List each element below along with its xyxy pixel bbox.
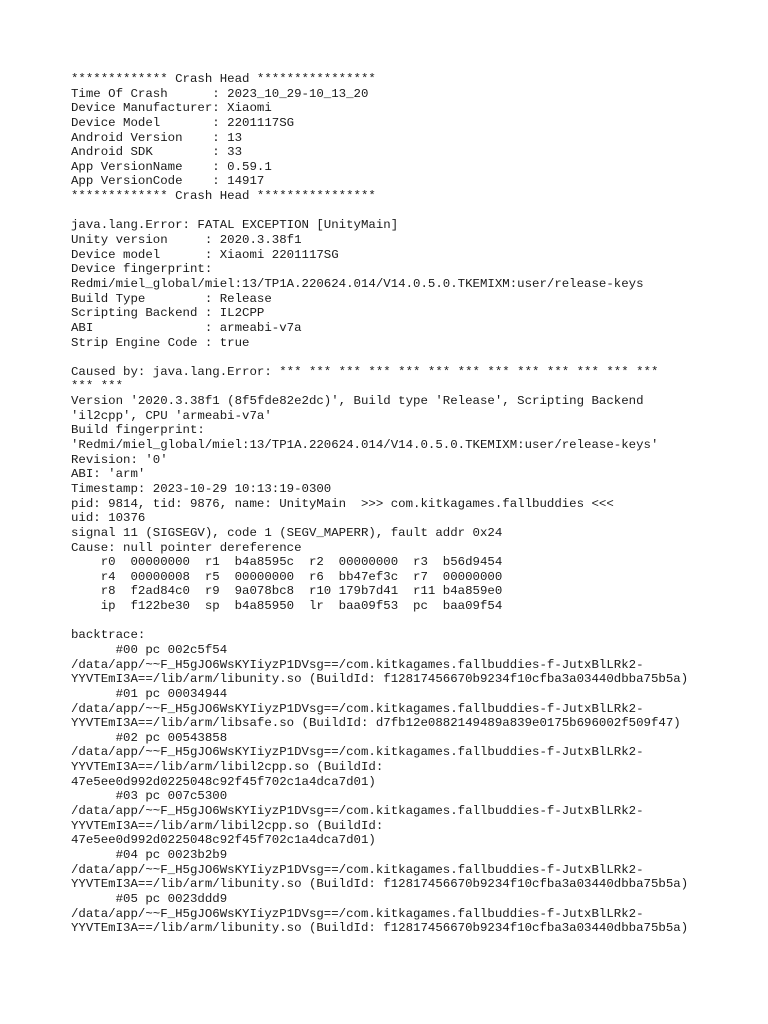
spacer [71, 614, 761, 629]
backtrace-section [71, 628, 761, 935]
caused-by-line: 'il2cpp', CPU 'armeabi-v7a' [71, 408, 272, 423]
backtrace-path: 47e5ee0d992d0225048c92f45f702c1a4dca7d01) [71, 833, 376, 848]
caused-by-line: Revision: '0' [71, 452, 168, 467]
backtrace-path: /data/app/~~F_H5gJO6WsKYIiyzP1DVsg==/com.kitkagames.fallbuddies-f-JutxBlLRk2- [71, 862, 644, 877]
backtrace-path: YYVTEmI3A==/lib/arm/libil2cpp.so (BuildId: [71, 818, 384, 833]
caused-by-line: Version '2020.3.38f1 (8f5fde82e2dc)', Build type 'Release', Scripting Backend [71, 394, 644, 409]
crash-head-section [71, 72, 761, 204]
crash-head-field-time: Time Of Crash : 2023_10_29-10_13_20 [71, 86, 369, 101]
fatal-exception-line: Device model : Xiaomi 2201117SG [71, 247, 339, 262]
backtrace-path: YYVTEmI3A==/lib/arm/libunity.so (BuildId: f12817456670b9234f10cfba3a03440dbba75b5a) [71, 877, 689, 892]
backtrace-frame: #00 pc 002c5f54 [71, 642, 228, 657]
crash-head-field-app-versioncode: App VersionCode : 14917 [71, 174, 265, 189]
backtrace-path: 47e5ee0d992d0225048c92f45f702c1a4dca7d01) [71, 774, 376, 789]
register-row: r8 f2ad84c0 r9 9a078bc8 r10 179b7d41 r11 b4a859e0 [71, 584, 503, 599]
fatal-exception-line: Device fingerprint: [71, 262, 213, 277]
crash-log-document [71, 72, 761, 936]
backtrace-frame: #05 pc 0023ddd9 [71, 891, 228, 906]
backtrace-path: YYVTEmI3A==/lib/arm/libsafe.so (BuildId: d7fb12e0882149489a839e0175b696002f509f47) [71, 716, 681, 731]
caused-by-line: ABI: 'arm' [71, 467, 146, 482]
spacer [71, 350, 761, 365]
caused-by-line: Build fingerprint: [71, 423, 205, 438]
backtrace-path: /data/app/~~F_H5gJO6WsKYIiyzP1DVsg==/com.kitkagames.fallbuddies-f-JutxBlLRk2- [71, 701, 644, 716]
crash-head-field-android-version: Android Version : 13 [71, 130, 243, 145]
backtrace-frame: #04 pc 0023b2b9 [71, 847, 228, 862]
fatal-exception-line: Scripting Backend : IL2CPP [71, 306, 265, 321]
backtrace-path: /data/app/~~F_H5gJO6WsKYIiyzP1DVsg==/com.kitkagames.fallbuddies-f-JutxBlLRk2- [71, 657, 644, 672]
backtrace-frame: #01 pc 00034944 [71, 686, 228, 701]
register-row: r4 00000008 r5 00000000 r6 bb47ef3c r7 00000000 [71, 569, 503, 584]
crash-head-field-model: Device Model : 2201117SG [71, 115, 295, 130]
spacer [71, 204, 761, 219]
caused-by-section [71, 365, 761, 614]
caused-by-line: Cause: null pointer dereference [71, 540, 302, 555]
register-row: r0 00000000 r1 b4a8595c r2 00000000 r3 b56d9454 [71, 555, 503, 570]
fatal-exception-line: Strip Engine Code : true [71, 335, 250, 350]
caused-by-line: pid: 9814, tid: 9876, name: UnityMain >>> com.kitkagames.fallbuddies <<< [71, 496, 614, 511]
caused-by-line: Timestamp: 2023-10-29 10:13:19-0300 [71, 481, 332, 496]
backtrace-path: YYVTEmI3A==/lib/arm/libil2cpp.so (BuildId: [71, 760, 384, 775]
fatal-exception-line: java.lang.Error: FATAL EXCEPTION [UnityMain] [71, 218, 399, 233]
caused-by-line: signal 11 (SIGSEGV), code 1 (SEGV_MAPERR), fault addr 0x24 [71, 525, 503, 540]
crash-head-field-manufacturer: Device Manufacturer: Xiaomi [71, 101, 272, 116]
backtrace-frame: #02 pc 00543858 [71, 730, 228, 745]
backtrace-header: backtrace: [71, 628, 146, 643]
crash-head-field-android-sdk: Android SDK : 33 [71, 145, 243, 160]
fatal-exception-section [71, 218, 761, 350]
caused-by-line: *** *** [71, 379, 124, 394]
crash-head-field-app-versionname: App VersionName : 0.59.1 [71, 159, 272, 174]
fatal-exception-line: Unity version : 2020.3.38f1 [71, 233, 302, 248]
fatal-exception-line: Redmi/miel_global/miel:13/TP1A.220624.014/V14.0.5.0.TKEMIXM:user/release-keys [71, 276, 644, 291]
backtrace-path: /data/app/~~F_H5gJO6WsKYIiyzP1DVsg==/com.kitkagames.fallbuddies-f-JutxBlLRk2- [71, 906, 644, 921]
fatal-exception-line: ABI : armeabi-v7a [71, 320, 302, 335]
caused-by-line: Caused by: java.lang.Error: *** *** *** *** *** *** *** *** *** *** *** *** *** [71, 364, 659, 379]
crash-head-banner-close: ************* Crash Head **************** [71, 189, 376, 204]
backtrace-path: /data/app/~~F_H5gJO6WsKYIiyzP1DVsg==/com.kitkagames.fallbuddies-f-JutxBlLRk2- [71, 745, 644, 760]
fatal-exception-line: Build Type : Release [71, 291, 272, 306]
backtrace-path: YYVTEmI3A==/lib/arm/libunity.so (BuildId: f12817456670b9234f10cfba3a03440dbba75b5a) [71, 672, 689, 687]
backtrace-frame: #03 pc 007c5300 [71, 789, 228, 804]
crash-head-banner-open: ************* Crash Head **************** [71, 72, 376, 86]
caused-by-line: uid: 10376 [71, 511, 146, 526]
backtrace-path: /data/app/~~F_H5gJO6WsKYIiyzP1DVsg==/com.kitkagames.fallbuddies-f-JutxBlLRk2- [71, 804, 644, 819]
backtrace-path: YYVTEmI3A==/lib/arm/libunity.so (BuildId: f12817456670b9234f10cfba3a03440dbba75b5a) [71, 921, 689, 936]
register-row: ip f122be30 sp b4a85950 lr baa09f53 pc baa09f54 [71, 599, 503, 614]
caused-by-line: 'Redmi/miel_global/miel:13/TP1A.220624.014/V14.0.5.0.TKEMIXM:user/release-keys' [71, 438, 659, 453]
